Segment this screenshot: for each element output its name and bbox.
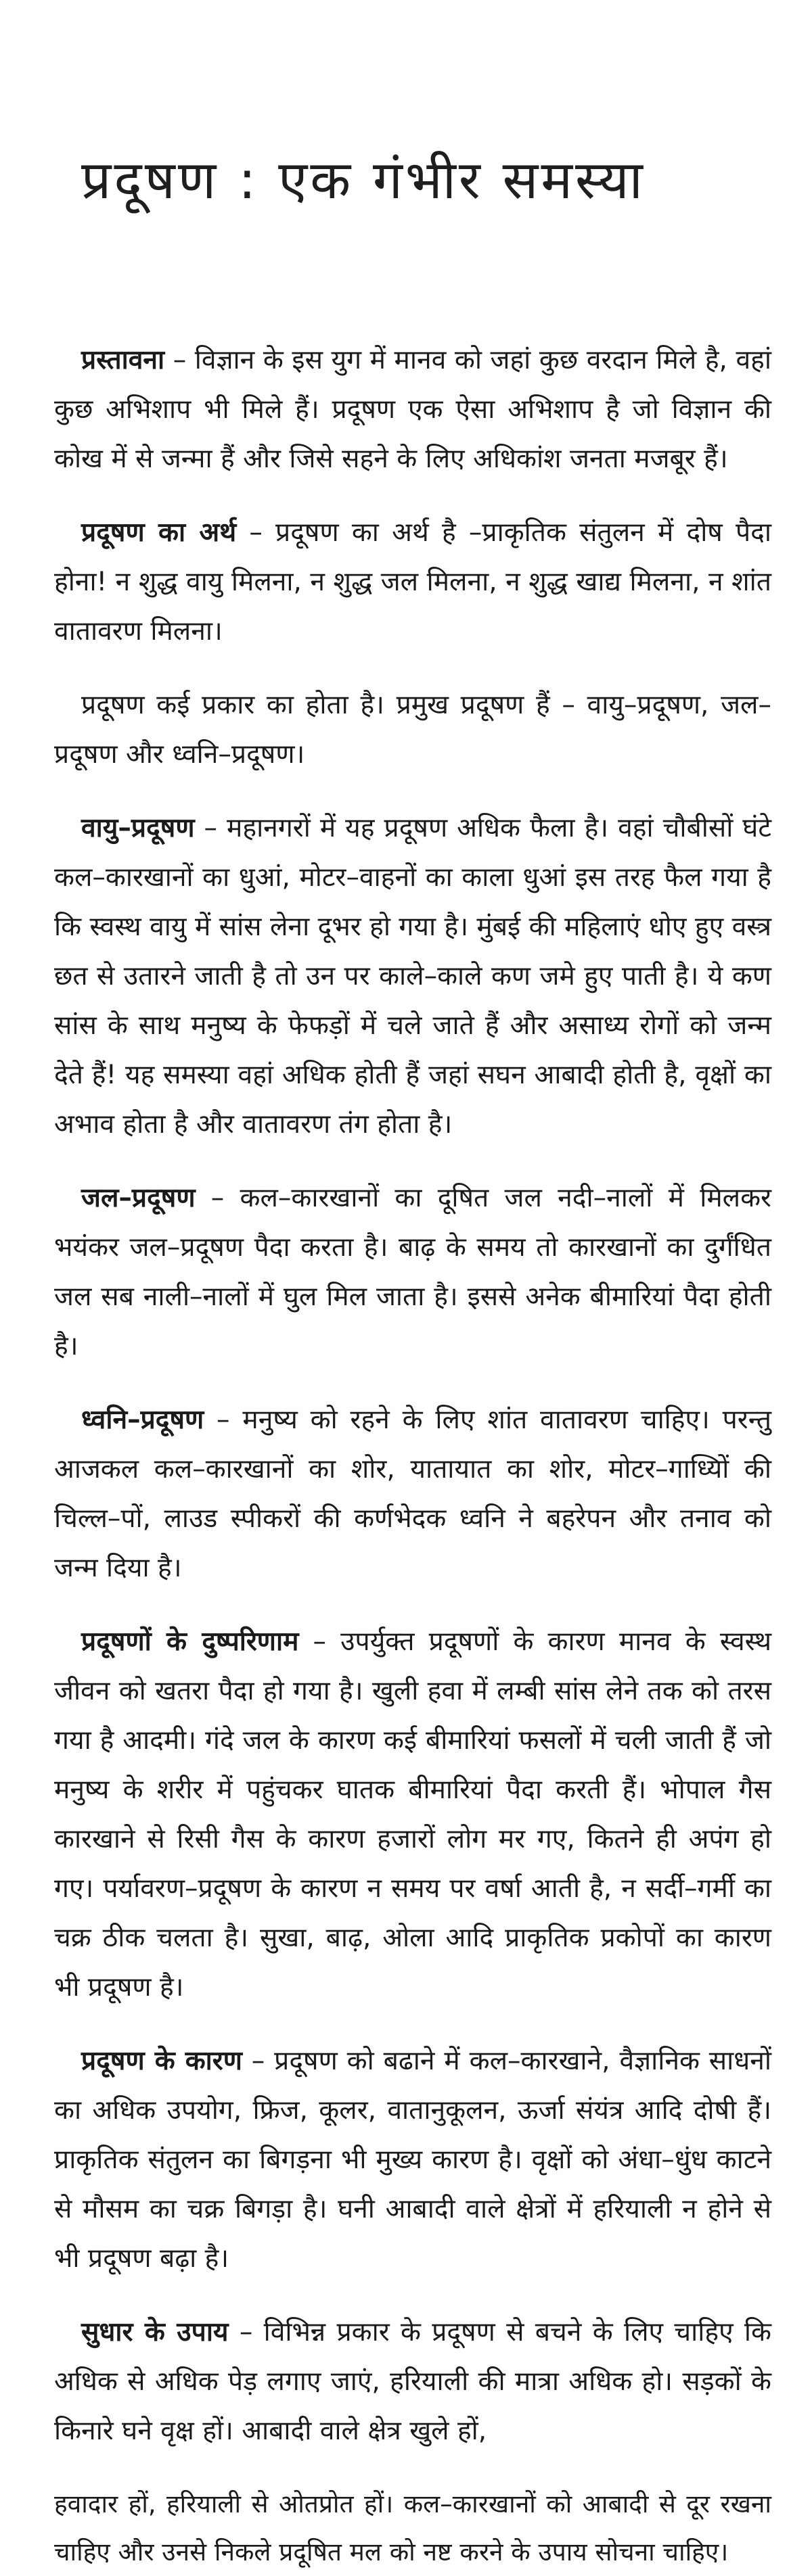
paragraph-types [54, 680, 771, 779]
section-text: – प्रदूषण का अर्थ है –प्राकृतिक संतुलन में दोष पैदा होना! न शुद्ध वायु मिलना, न शुद्ध जल मिलना, न शुद्ध खाद्य मिलना, न शांत वातावरण मिलना। [54, 517, 771, 647]
section-text: – कल–कारखानों का दूषित जल नदी–नालों में मिलकर भयंकर जल–प्रदूषण पैदा करता है। बाढ़ के समय तो कारखानों का दुर्गंधित जल सब नाली–नालों में घुल मिल जाता है। इससे अनेक बीमारियां पैदा होती है। [54, 1183, 771, 1361]
section-heading: जल–प्रदूषण [81, 1183, 196, 1213]
paragraph-remedies [54, 2308, 771, 2456]
section-heading: प्रदूषणों के दुष्परिणाम [81, 1626, 299, 1657]
section-heading: सुधार के उपाय [81, 2317, 229, 2347]
section-heading: वायु–प्रदूषण [81, 813, 195, 843]
paragraph-water-pollution [54, 1173, 771, 1371]
paragraph-causes [54, 2036, 771, 2283]
section-text: – विभिन्न प्रकार के प्रदूषण से बचने के लिए चाहिए कि अधिक से अधिक पेड़ लगाए जाएं, हरियाली की मात्रा अधिक हो। सड़कों के किनारे घने वृक्ष हों। आबादी वाले क्षेत्र खुले हों, [54, 2317, 771, 2446]
section-text: प्रदूषण कई प्रकार का होता है। प्रमुख प्रदूषण हैं – वायु–प्रदूषण, जल–प्रदूषण और ध्वनि–प्रदूषण। [54, 690, 771, 770]
paragraph-consequences [54, 1617, 771, 2012]
section-heading: प्रस्तावना [81, 345, 165, 375]
paragraph-noise-pollution [54, 1395, 771, 1593]
section-text: – मनुष्य को रहने के लिए शांत वातावरण चाहिए। परन्तु आजकल कल–कारखानों का शोर, यातायात का शोर, मोटर–गाध्यिों की चिल्ल–पों, लाउड स्पीकरों की कर्णभेदक ध्वनि ने बहरेपन और तनाव को जन्म दिया है। [54, 1405, 771, 1583]
section-heading: प्रदूषण का अर्थ [81, 517, 237, 548]
paragraph-air-pollution [54, 803, 771, 1149]
section-text: – महानगरों में यह प्रदूषण अधिक फैला है। वहां चौबीसों घंटे कल–कारखानों का धुआं, मोटर–वाहनों का काला धुआं इस तरह फैल गया है कि स्वस्थ वायु में सांस लेना दूभर हो गया है। मुंबई की महिलाएं धोए हुए वस्त्र छत से उतारने जाती है तो उन पर काले–काले कण जमे हुए पाती है। ये कण सांस के साथ मनुष्य के फेफड़ों में चले जाते हैं और असाध्य रोगों को जन्म देते हैं! यह समस्या वहां अधिक होती हैं जहां सघन आबादी होती है, वृक्षों का अभाव होता है और वातावरण तंग होता है। [54, 813, 771, 1140]
section-heading: ध्वनि–प्रदूषण [81, 1405, 204, 1435]
paragraph-meaning [54, 508, 771, 656]
section-heading: प्रदूषण के कारण [81, 2046, 242, 2076]
section-text: – उपर्युक्त प्रदूषणों के कारण मानव के स्वस्थ जीवन को खतरा पैदा हो गया है। खुली हवा में लम्बी सांस लेने तक को तरस गया है आदमी। गंदे जल के कारण कई बीमारियां फसलों में चली जाती हैं जो मनुष्य के शरीर में पहुंचकर घातक बीमारियां पैदा करती हैं। भोपाल गैस कारखाने से रिसी गैस के कारण हजारों लोग मर गए, कितने ही अपंग हो गए। पर्यावरण–प्रदूषण के कारण न समय पर वर्षा आती है, न सर्दी–गर्मी का चक्र ठीक चलता है। सुखा, बाढ़, ओला आदि प्राकृतिक प्रकोपों का कारण भी प्रदूषण है। [54, 1626, 771, 2003]
page-title: प्रदूषण : एक गंभीर समस्या [81, 150, 646, 211]
paragraph-continuation: हवादार हों, हरियाली से ओतप्रोत हों। कल–कारखानों को आबादी से दूर रखना चाहिए और उनसे निकले प्रदूषित मल को नष्ट करने के उपाय सोचना चाहिए। [54, 2489, 771, 2567]
section-text: – विज्ञान के इस युग में मानव को जहां कुछ वरदान मिले है, वहां कुछ अभिशाप भी मिले हैं। प्रदूषण एक ऐसा अभिशाप है जो विज्ञान की कोख में से जन्मा हैं और जिसे सहने के लिए अधिकांश जनता मजबूर हैं। [54, 345, 771, 474]
section-text: – प्रदूषण को बढाने में कल–कारखाने, वैज्ञानिक साधनों का अधिक उपयोग, फ्रिज, कूलर, वातानुकूलन, ऊर्जा संयंत्र आदि दोषी हैं। प्राकृतिक संतुलन का बिगड़ना भी मुख्य कारण है। वृक्षों को अंधा–धुंध काटने से मौसम का चक्र बिगड़ा है। घनी आबादी वाले क्षेत्रों में हरियाली न होने से भी प्रदूषण बढ़ा है। [54, 2046, 771, 2274]
paragraph-introduction [54, 335, 771, 484]
